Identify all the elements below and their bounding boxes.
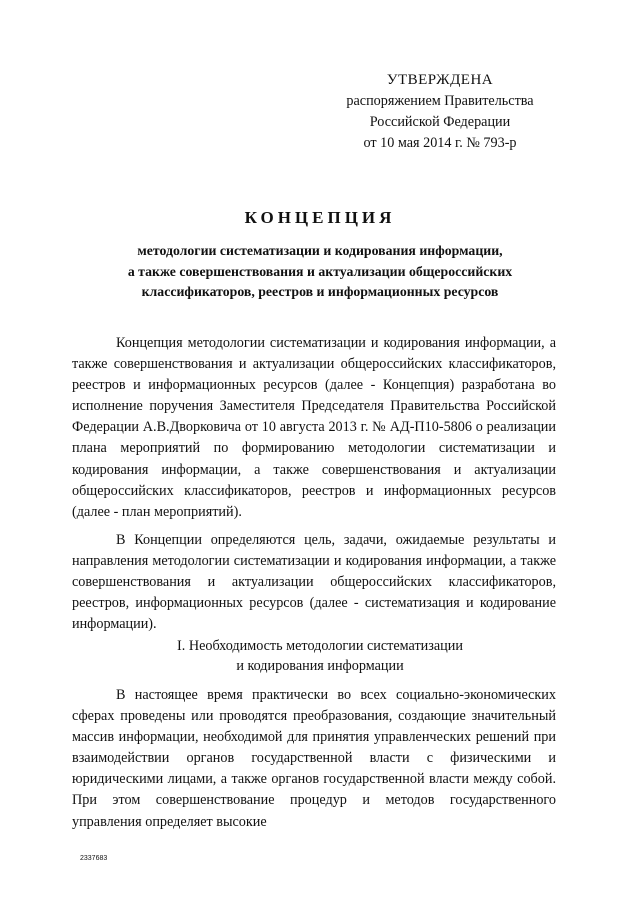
document-subheading bbox=[60, 241, 580, 303]
section-title-line: I. Необходимость методологии систематизации bbox=[177, 638, 463, 654]
approval-line: распоряжением Правительства bbox=[346, 93, 534, 109]
approval-title: УТВЕРЖДЕНА bbox=[386, 72, 494, 88]
subheading-line: методологии систематизации и кодирования информации, bbox=[137, 243, 503, 258]
approval-line: от 10 мая 2014 г. № 793-р bbox=[363, 135, 517, 151]
paragraph-text: Концепция методологии систематизации и кодирования информации, а также совершенствования и актуализации общероссийских классификаторов, реестров и информационных ресурсов (далее - Концепция) разработана во исполнение поручения Заместителя Председателя Правительства Российской Федерации А.В.Дворковича от 10 августа 2013 г. № АД-П10-5806 о реализации плана мероприятий по формированию методологии систематизации и кодирования информации, а также совершенствования и актуализации общероссийских классификаторов, реестров и информационных ресурсов (далее - план мероприятий). bbox=[72, 335, 556, 520]
section-title bbox=[60, 636, 580, 676]
paragraph-1 bbox=[72, 333, 556, 523]
subheading-line: классификаторов, реестров и информационных ресурсов bbox=[141, 284, 499, 299]
paragraph-3 bbox=[72, 685, 556, 833]
subheading-line: а также совершенствования и актуализации общероссийских bbox=[127, 263, 513, 279]
paragraph-text: В настоящее время практически во всех социально-экономических сферах проведены или проводятся преобразования, создающие значительный массив информации, необходимой для принятия управленческих решений при взаимодействии органов государственной власти с физическими и юридическими лицами, а также органов государственной власти между собой. При этом совершенствование процедур и методов государственного управления определяет высокие bbox=[72, 687, 556, 830]
document-number: 2337683 bbox=[80, 855, 108, 862]
paragraph-2 bbox=[72, 530, 556, 635]
section-title-line: и кодирования информации bbox=[236, 658, 404, 674]
approval-line: Российской Федерации bbox=[369, 114, 511, 130]
document-heading: КОНЦЕПЦИЯ bbox=[244, 208, 396, 227]
approval-stamp bbox=[330, 70, 550, 154]
paragraph-text: В Концепции определяются цель, задачи, ожидаемые результаты и направления методологии систематизации и кодирования информации, а также совершенствования и актуализации общероссийских классификаторов, реестров, информационных ресурсов (далее - систематизация и кодирование информации). bbox=[72, 532, 556, 633]
